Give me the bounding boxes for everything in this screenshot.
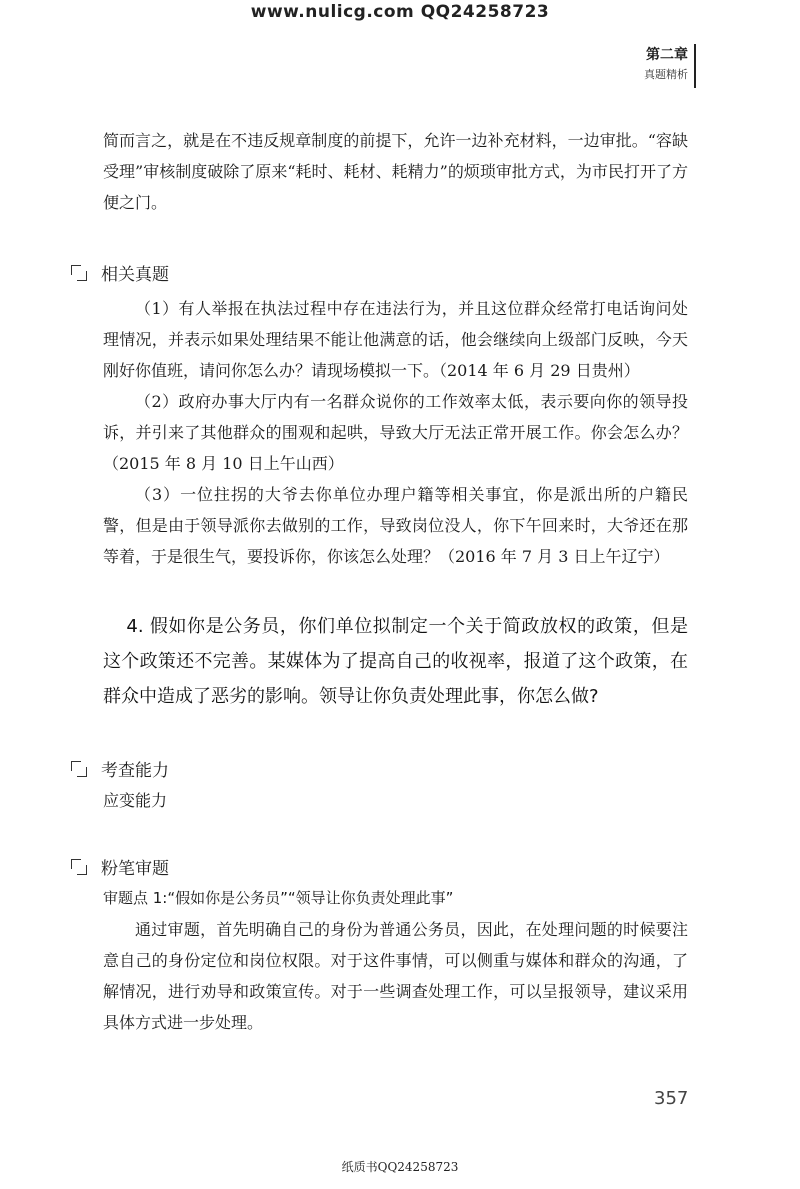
chapter-subtitle: 真题精析 xyxy=(644,68,688,81)
analysis-text: 通过审题，首先明确自己的身份为普通公务员，因此，在处理问题的时候要注意自己的身份定位和岗位权限。对于这件事情，可以侧重与媒体和群众的沟通，了解情况，进行劝导和政策宣传。对于一些调查处理工作，可以呈报领导，建议采用具体方式进一步处理。 xyxy=(103,920,688,1032)
question-4: 4. 假如你是公务员，你们单位拟制定一个关于简政放权的政策，但是这个政策还不完善。某媒体为了提高自己的收视率，报道了这个政策，在群众中造成了恶劣的影响。领导让你负责处理此事，你怎么做? xyxy=(103,616,688,707)
analysis-heading-text: 粉笔审题 xyxy=(101,859,169,879)
related-section-heading xyxy=(71,260,688,285)
header-divider xyxy=(694,44,696,88)
watermark-bottom: 纸质书QQ24258723 xyxy=(341,1160,459,1174)
ability-section-heading xyxy=(71,756,688,781)
section-bracket-icon xyxy=(71,761,87,777)
analysis-point: 审题点 1:“假如你是公务员”“领导让你负责处理此事” xyxy=(103,889,454,907)
section-bracket-icon xyxy=(71,265,87,281)
ability-value: 应变能力 xyxy=(103,791,168,810)
watermark-top: www.nulicg.com QQ24258723 xyxy=(250,2,550,22)
analysis-section-heading xyxy=(71,854,688,879)
page-number: 357 xyxy=(654,1088,689,1109)
related-item-2: （2）政府办事大厅内有一名群众说你的工作效率太低，表示要向你的领导投诉，并引来了其他群众的围观和起哄，导致大厅无法正常开展工作。你会怎么办？（2015 年 8 月 10 日上午山西） xyxy=(103,392,688,473)
ability-heading-text: 考查能力 xyxy=(101,761,169,781)
related-item-1: （1）有人举报在执法过程中存在违法行为，并且这位群众经常打电话询问处理情况，并表示如果处理结果不能让他满意的话，他会继续向上级部门反映，今天刚好你值班，请问你怎么办？请现场模拟一下。（2014 年 6 月 29 日贵州） xyxy=(103,299,688,380)
chapter-title: 第二章 xyxy=(646,47,688,63)
related-heading-text: 相关真题 xyxy=(101,265,169,285)
intro-paragraph: 简而言之，就是在不违反规章制度的前提下，允许一边补充材料，一边审批。“容缺受理”审核制度破除了原来“耗时、耗材、耗精力”的烦琐审批方式，为市民打开了方便之门。 xyxy=(103,131,688,212)
related-item-3: （3）一位拄拐的大爷去你单位办理户籍等相关事宜，你是派出所的户籍民警，但是由于领导派你去做别的工作，导致岗位没人，你下午回来时，大爷还在那等着，于是很生气，要投诉你，你该怎么处理？（2016 年 7 月 3 日上午辽宁） xyxy=(103,485,688,566)
running-header xyxy=(644,44,688,84)
section-bracket-icon xyxy=(71,859,87,875)
page-body xyxy=(103,125,688,1038)
